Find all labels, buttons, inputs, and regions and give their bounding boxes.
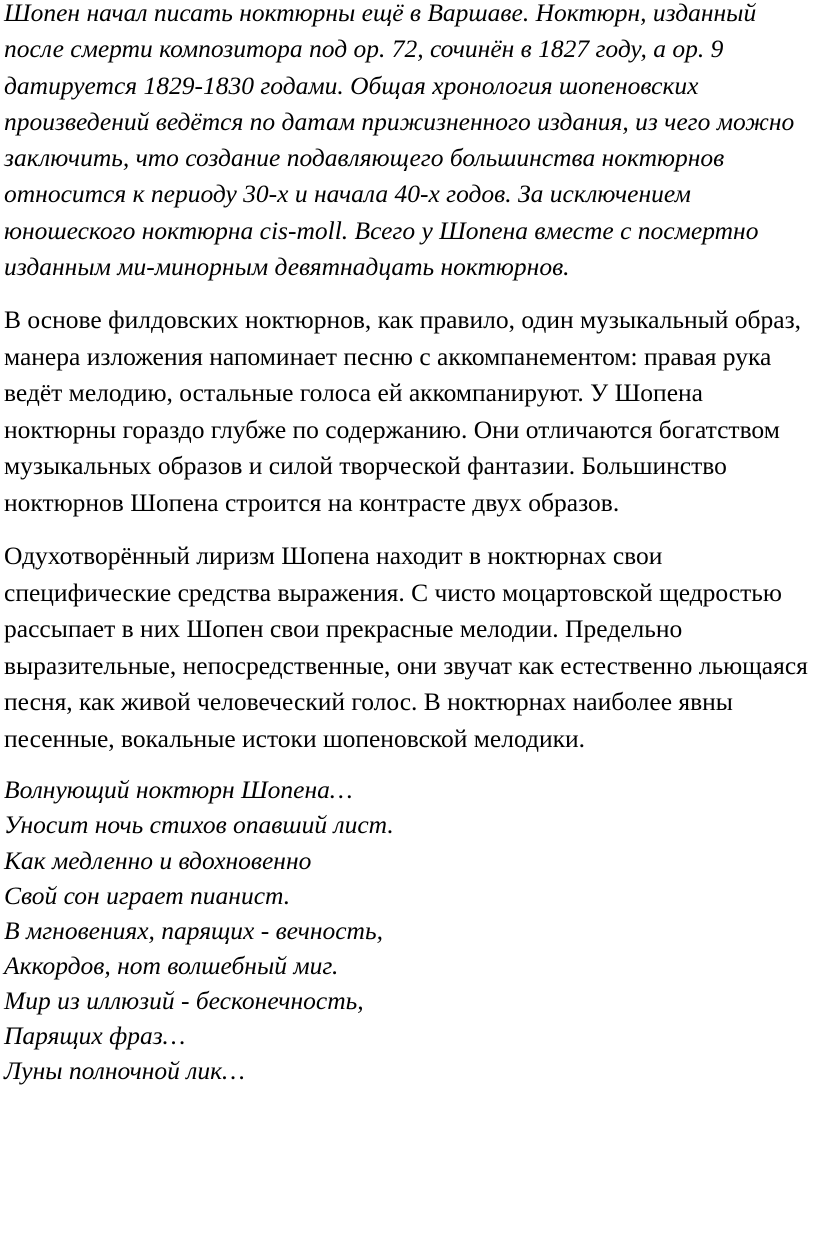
poem-line: Аккордов, нот волшебный миг. <box>4 950 339 980</box>
poem-line: В мгновениях, парящих - вечность, <box>4 915 383 945</box>
paragraph-history: Шопен начал писать ноктюрны ещё в Варшаве. Ноктюрн, изданный после смерти композитора под ор. 72, сочинён в 1827 году, а ор. 9 датируется 1829-1830 годами. Общая хронология шопеновских произведений ведётся по датам прижизненного издания, из чего можно заключить, что создание подавляющего большинства ноктюрнов относится к периоду 30-х и начала 40-х годов. За исключением юношеского ноктюрна cis-moll. Всего у Шопена вместе с посмертно изданным ми-минорным девятнадцать ноктюрнов. <box>4 0 795 282</box>
poem-line: Мир из иллюзий - бесконечность, <box>4 985 364 1015</box>
paragraph-lyricism: Одухотворённый лиризм Шопена находит в ноктюрнах свои специфические средства выражения. С чисто моцартовской щедростью рассыпает в них Шопен свои прекрасные мелодии. Предельно выразительные, непосредственные, они звучат как естественно льющаяся песня, как живой человеческий голос. В ноктюрнах наиболее явны песенные, вокальные истоки шопеновской мелодики. <box>4 541 808 753</box>
poem-line: Луны полночной лик… <box>4 1056 245 1086</box>
poem-line: Как медленно и вдохновенно <box>4 845 312 875</box>
poem-line: Уносит ночь стихов опавший лист. <box>4 810 394 840</box>
poem-line: Свой сон играет пианист. <box>4 880 291 910</box>
document-page <box>4 0 812 1088</box>
paragraph-field-comparison: В основе филдовских ноктюрнов, как правило, один музыкальный образ, манера изложения напоминает песню с аккомпанементом: правая рука ведёт мелодию, остальные голоса ей аккомпанируют. У Шопена ноктюрны гораздо глубже по содержанию. Они отличаются богатством музыкальных образов и силой творческой фантазии. Большинство ноктюрнов Шопена строится на контрасте двух образов. <box>4 305 802 517</box>
poem <box>4 772 812 1088</box>
poem-line: Волнующий ноктюрн Шопена… <box>4 775 353 805</box>
poem-line: Парящих фраз… <box>4 1021 186 1051</box>
